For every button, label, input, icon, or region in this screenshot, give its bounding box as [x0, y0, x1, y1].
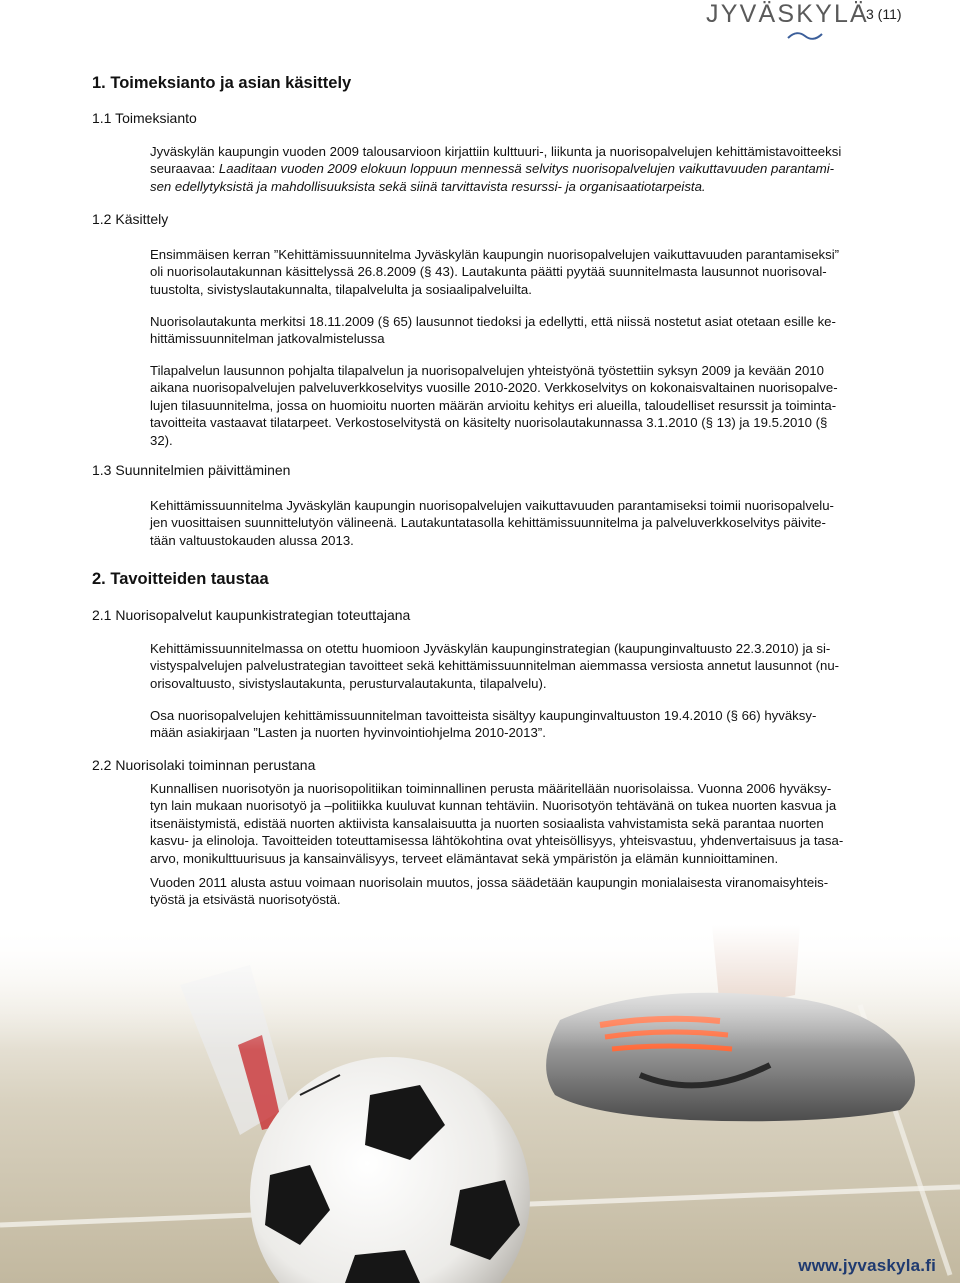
text-line: tyn lain mukaan nuorisotyö ja –politiikka kuuluvat kunnan tehtäviin. Nuorisotyön tehtävänä on tukea nuorten kasvua ja	[150, 798, 837, 814]
text-line: arvo, monikulttuurisuus ja kansainvälisyys, terveet elämäntavat sekä ympäristön ja elämän kunnioittaminen.	[150, 850, 779, 866]
paragraph-2-2-b	[150, 874, 922, 909]
wave-icon	[786, 30, 824, 42]
text-line: Ensimmäisen kerran ”Kehittämissuunnitelma Jyväskylän kaupungin nuorisopalvelujen vaikuttavuuden parantamiseksi”	[150, 247, 840, 262]
paragraph-2-2-a	[150, 780, 922, 867]
paragraph-1-1	[150, 143, 922, 195]
text-line: kasvu- ja elinoloja. Tavoitteiden toteuttamisessa lähtökohtina ovat yhteisöllisyys, yhteisvastuu, yhdenvertaisuus ja tasa-	[150, 833, 844, 849]
text-line: lujen tilasuunnitelma, jossa on huomioitu nuorten määrän arvioitu kehitys eri alueilla, taloudelliset resurssit ja toiminta-	[150, 397, 837, 413]
paragraph-1-2-c	[150, 362, 922, 449]
paragraph-2-1-b	[150, 707, 922, 742]
text-line: orisovaltuusto, sivistyslautakunta, perusturvalautakunta, tilapalvelu).	[150, 675, 547, 691]
logo-text: JYVÄSKYLÄ	[706, 0, 869, 28]
paragraph-1-2-a	[150, 246, 922, 298]
text-line: Osa nuorisopalvelujen kehittämissuunnitelman tavoitteista sisältyy kaupunginvaltuuston 19.4.2010 (§ 66) hyväksy-	[150, 708, 817, 723]
text-line: Kunnallisen nuorisotyön ja nuorisopolitiikan toiminnallinen perusta määritellään nuorisolaissa. Vuonna 2006 hyväksy-	[150, 781, 832, 796]
section-2-1-title: 2.1 Nuorisopalvelut kaupunkistrategian toteuttajana	[92, 607, 411, 623]
footer-url[interactable]: www.jyvaskyla.fi	[798, 1256, 936, 1275]
section-1-2-title: 1.2 Käsittely	[92, 211, 169, 227]
text-line: tään valtuustokauden alussa 2013.	[150, 532, 354, 548]
football-photo	[0, 925, 960, 1283]
text-line: jen vuosittaisen suunnittelutyön välineenä. Lautakuntatasolla kehittämissuunnitelma ja palveluverkkoselvitys päivite-	[150, 515, 826, 531]
text-line: Kehittämissuunnitelmassa on otettu huomioon Jyväskylän kaupunginstrategian (kaupunginvaltuusto 22.3.2010) ja si-	[150, 641, 831, 656]
section-1-3-title: 1.3 Suunnitelmien päivittäminen	[92, 462, 291, 478]
text-line	[150, 160, 922, 177]
text-line: Nuorisolautakunta merkitsi 18.11.2009 (§ 65) lausunnot tiedoksi ja edellytti, että niissä nostetut asiat otetaan esille ke-	[150, 314, 836, 329]
paragraph-2-1-a	[150, 640, 922, 692]
text-line: 32).	[150, 432, 173, 448]
text-line: hittämissuunnitelman jatkovalmistelussa	[150, 331, 385, 347]
text-line: vistyspalvelujen palvelustrategian tavoitteet sekä kehittämissuunnitelman aiemmassa versiosta annetut lausunnot (nu-	[150, 658, 840, 674]
text-line: tuustolta, sivistyslautakunnalta, tilapalvelulta ja sosiaalipalveluilta.	[150, 281, 532, 297]
section-2-title: 2. Tavoitteiden taustaa	[92, 570, 269, 588]
text-line: Kehittämissuunnitelma Jyväskylän kaupungin nuorisopalvelujen vaikuttavuuden parantamiseksi toimii nuorisopalvelu-	[150, 498, 834, 513]
text-line: työstä ja etsivästä nuorisotyöstä.	[150, 892, 341, 908]
text-line: Vuoden 2011 alusta astuu voimaan nuorisolain muutos, jossa säädetään kaupungin monialaisesta viranomaisyhteis-	[150, 875, 829, 890]
text-line: oli nuorisolautakunnan käsittelyssä 26.8.2009 (§ 43). Lautakunta päätti pyytää suunnitelmasta lausunnot nuorisoval-	[150, 264, 827, 280]
section-1-1-title: 1.1 Toimeksianto	[92, 110, 197, 126]
text-line: Tilapalvelun lausunnon pohjalta tilapalvelun ja nuorisopalvelujen yhteistyönä työstettiin syksyn 2009 ja kevään 2010	[150, 363, 824, 378]
paragraph-1-3	[150, 497, 922, 549]
page-number: 3 (11)	[866, 6, 902, 22]
text-line: itsenäistymistä, edistää nuorten aktiivista kansalaisuutta ja nuorten sosiaalista vahvistamista sekä parantaa nuorten	[150, 815, 824, 831]
text-line: tavoitteita vastaavat tilatarpeet. Verkostoselvitystä on käsitelty nuorisolautakunnassa 3.1.2010 (§ 13) ja 19.5.2010 (§	[150, 415, 828, 431]
jyvaskyla-logo	[706, 0, 869, 45]
text-line: mään asiakirjaan ”Lasten ja nuorten hyvinvointiohjelma 2010-2013”.	[150, 725, 546, 741]
text-line: aikana nuorisopalvelujen palveluverkkoselvitys vuosille 2010-2020. Verkkoselvitys on kokonaisvaltainen nuorisopalve-	[150, 380, 838, 396]
text-fragment: seuraavaa:	[150, 161, 219, 177]
text-line: sen edellytyksistä ja mahdollisuuksista sekä siinä tarvittavista resurssi- ja organisaatiotarpeista.	[150, 178, 706, 194]
text-line: Jyväskylän kaupungin vuoden 2009 talousarvioon kirjattiin kulttuuri-, liikunta ja nuorisopalvelujen kehittämistavoitteeksi	[150, 144, 842, 159]
paragraph-1-2-b	[150, 313, 922, 348]
text-fragment: Laaditaan vuoden 2009 elokuun loppuun mennessä selvitys nuorisopalvelujen vaikuttavuuden parantami-	[218, 161, 835, 177]
section-2-2-title: 2.2 Nuorisolaki toiminnan perustana	[92, 757, 316, 773]
section-1-title: 1. Toimeksianto ja asian käsittely	[92, 74, 352, 92]
